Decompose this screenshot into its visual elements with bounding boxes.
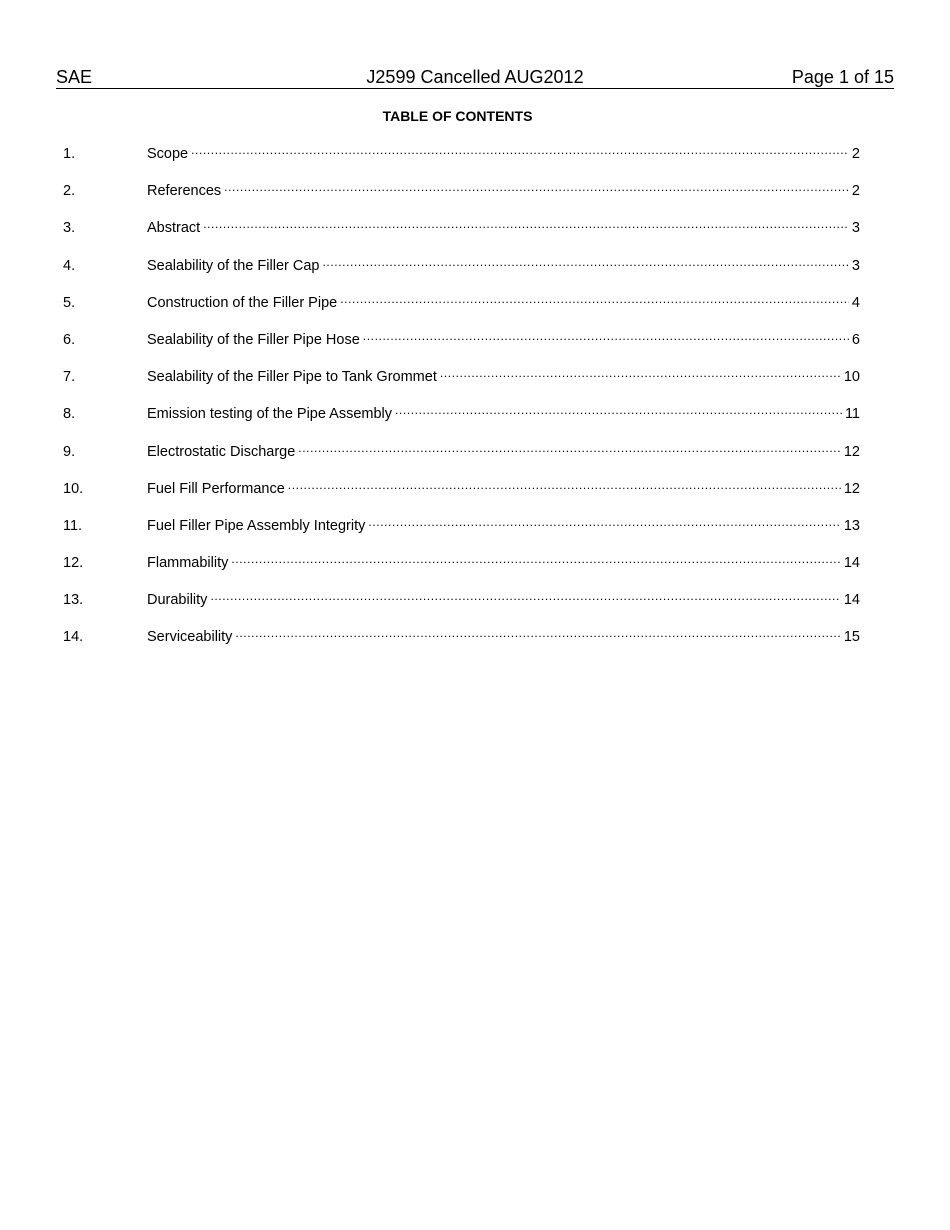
toc-entry-number: 5. <box>63 294 76 311</box>
toc-dot-leader <box>210 590 840 604</box>
toc-entry <box>63 516 860 553</box>
toc-entry <box>63 442 860 479</box>
toc-dot-leader <box>395 404 842 418</box>
toc-entry-page: 10 <box>843 369 860 386</box>
toc-entry <box>63 590 860 627</box>
toc-entry-page: 4 <box>851 294 860 311</box>
toc-entry-page: 13 <box>843 517 860 534</box>
toc-entry-page: 14 <box>843 592 860 609</box>
toc-entry <box>63 404 860 441</box>
toc-entry-number: 1. <box>63 146 76 162</box>
toc-entry-page: 6 <box>851 331 860 348</box>
toc-entry <box>63 256 860 293</box>
toc-entry-number: 2. <box>63 183 76 200</box>
toc-entry-number: 10. <box>63 480 84 497</box>
toc-entry-number: 6. <box>63 331 76 348</box>
toc-entry-page: 12 <box>843 443 860 460</box>
toc-dot-leader <box>368 516 840 530</box>
toc-dot-leader <box>231 553 840 567</box>
toc-entry <box>63 293 860 330</box>
toc-entry-page: 3 <box>851 257 860 274</box>
toc-entry <box>63 218 860 255</box>
toc-entry-label: Construction of the Filler Pipe <box>147 294 338 311</box>
toc-entry-page: 14 <box>843 555 860 572</box>
toc-entry-label: Sealability of the Filler Pipe Hose <box>147 331 360 348</box>
toc-entry-page: 15 <box>843 629 860 646</box>
toc-entry-label: References <box>147 183 222 200</box>
toc-entry-number: 4. <box>63 257 76 274</box>
toc-entry-number: 8. <box>63 406 76 423</box>
toc-entry-label: Fuel Filler Pipe Assembly Integrity <box>147 517 366 534</box>
toc-dot-leader <box>288 479 841 493</box>
toc-entry-number: 7. <box>63 369 76 386</box>
toc-entry-number: 11. <box>63 517 83 534</box>
toc-entry-label: Durability <box>147 592 208 609</box>
toc-entry <box>63 479 860 516</box>
toc-dot-leader <box>440 367 841 381</box>
toc-list <box>63 144 860 665</box>
toc-entry-label: Sealability of the Filler Pipe to Tank Grommet <box>147 369 437 386</box>
toc-entry-label: Serviceability <box>147 629 233 646</box>
toc-entry-label: Sealability of the Filler Cap <box>147 257 320 274</box>
header-document-id: J2599 Cancelled AUG2012 <box>366 67 584 87</box>
toc-entry-page: 12 <box>843 480 860 497</box>
toc-title: TABLE OF CONTENTS <box>382 108 533 124</box>
toc-entry-label: Electrostatic Discharge <box>147 443 296 460</box>
header-organization: SAE <box>56 67 93 87</box>
toc-entry-label: Scope <box>147 146 189 162</box>
toc-entry <box>63 330 860 367</box>
toc-entry-label: Abstract <box>147 220 201 237</box>
toc-entry-label: Emission testing of the Pipe Assembly <box>147 406 393 423</box>
toc-entry <box>63 144 860 181</box>
toc-entry-number: 13. <box>63 592 84 609</box>
header-page-number: Page 1 of 15 <box>791 67 894 87</box>
toc-entry <box>63 181 860 218</box>
toc-entry-number: 12. <box>63 555 84 572</box>
toc-dot-leader <box>363 330 849 344</box>
toc-entry-number: 14. <box>63 629 84 646</box>
toc-dot-leader <box>235 627 840 641</box>
toc-dot-leader <box>224 181 849 195</box>
toc-dot-leader <box>322 256 848 270</box>
toc-entry-page: 2 <box>851 183 860 200</box>
toc-entry-number: 3. <box>63 220 76 237</box>
toc-dot-leader <box>203 218 849 232</box>
toc-entry <box>63 627 860 664</box>
toc-entry-number: 9. <box>63 443 76 460</box>
toc-entry-label: Fuel Fill Performance <box>147 480 285 497</box>
toc-dot-leader <box>298 442 841 456</box>
toc-entry <box>63 553 860 590</box>
toc-entry <box>63 367 860 404</box>
toc-entry-page: 3 <box>851 220 860 237</box>
toc-entry-page: 11 <box>844 406 860 423</box>
toc-entry-page: 2 <box>851 146 860 162</box>
page-header <box>56 66 894 89</box>
toc-dot-leader <box>191 144 849 158</box>
toc-dot-leader <box>340 293 849 307</box>
toc-entry-label: Flammability <box>147 555 229 572</box>
